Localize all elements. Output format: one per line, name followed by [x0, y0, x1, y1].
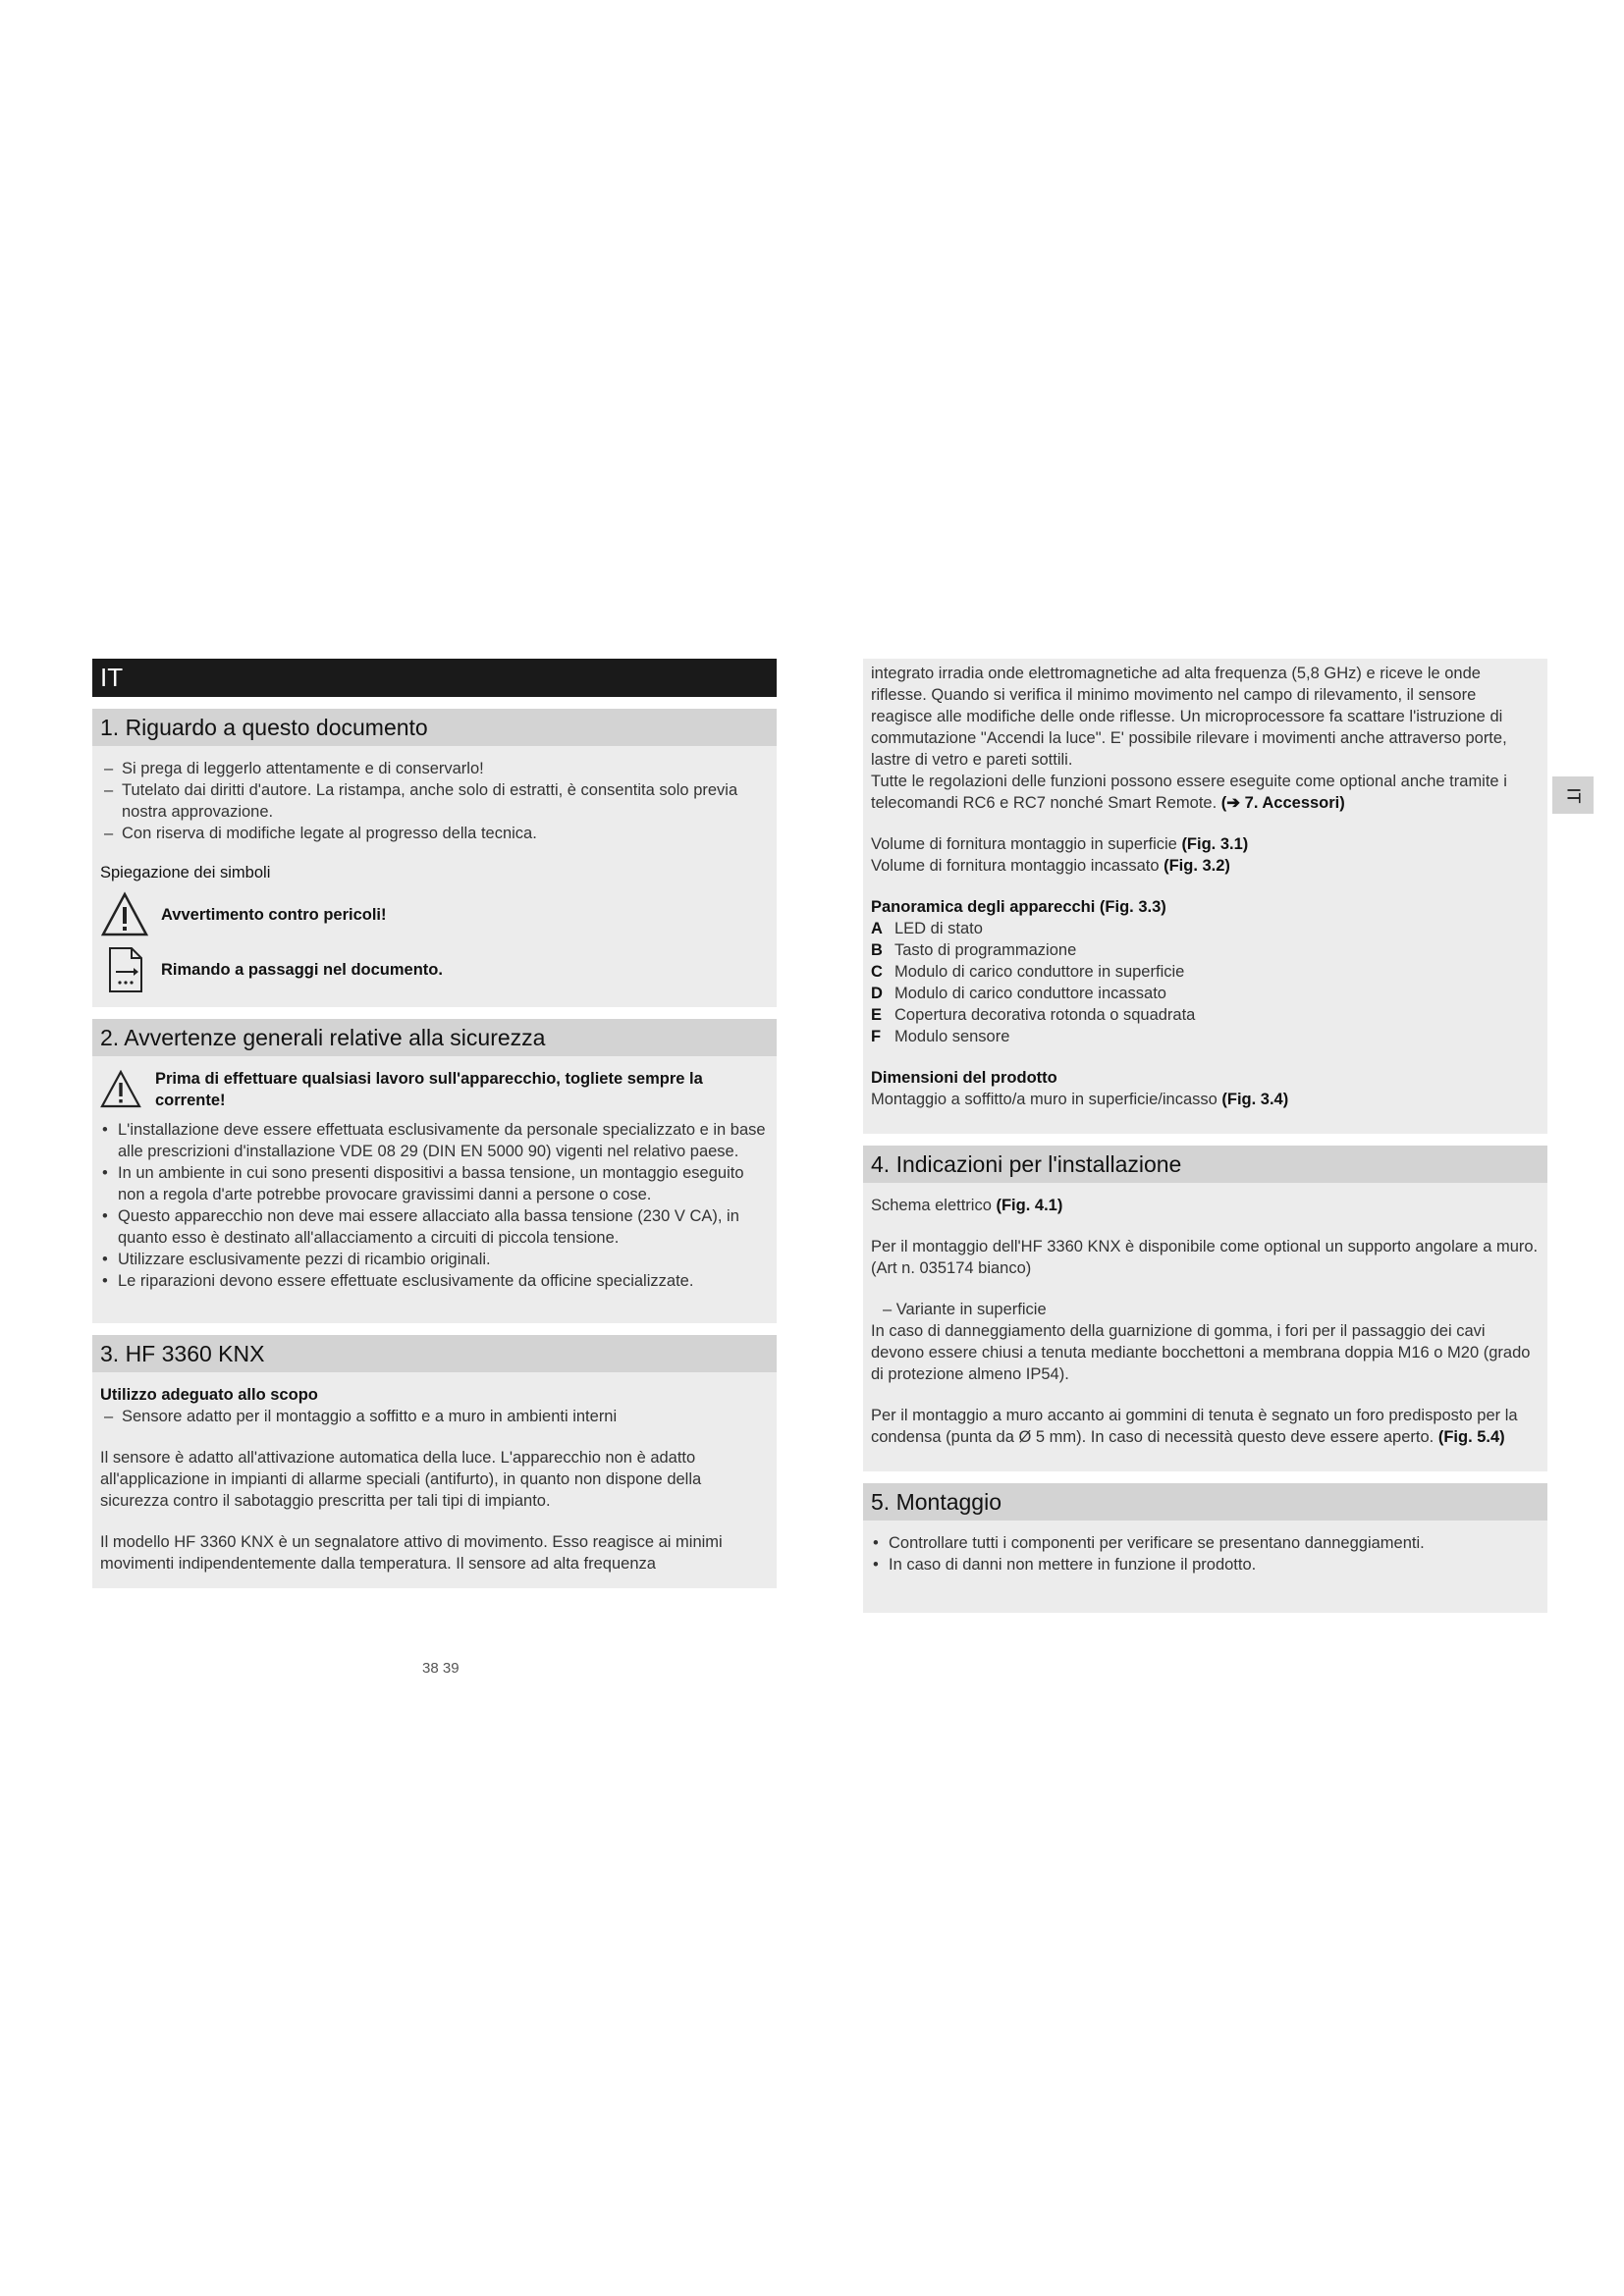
symbol-warning-text: Avvertimento contro pericoli!: [161, 906, 387, 924]
overview-key: D: [871, 985, 883, 1002]
list-item: • Controllare tutti i componenti per verificare se presentano danneggiamenti.: [871, 1532, 1540, 1554]
paragraph: Per il montaggio dell'HF 3360 KNX è disponibile come optional un supporto angolare a muro. (Art n. 035174 bianco): [871, 1238, 1539, 1277]
overview-value: LED di stato: [894, 920, 983, 937]
overview-item: [871, 983, 1540, 1004]
list-item: • Le riparazioni devono essere effettuate esclusivamente da officine specializzate.: [100, 1270, 769, 1292]
list-item: – Sensore adatto per il montaggio a soffitto e a muro in ambienti interni: [100, 1406, 769, 1427]
section-safety: [92, 1019, 777, 1323]
overview-heading: Panoramica degli apparecchi (Fig. 3.3): [871, 898, 1166, 916]
figure-reference: (Fig. 5.4): [1437, 1428, 1505, 1446]
overview-value: Copertura decorativa rotonda o squadrata: [894, 1006, 1196, 1024]
figure-reference: (Fig. 3.4): [1221, 1091, 1289, 1108]
language-bar: [92, 659, 777, 697]
symbol-reference: [100, 946, 769, 993]
overview-key: F: [871, 1028, 882, 1045]
right-column: [863, 659, 1547, 1625]
figure-reference: (Fig. 4.1): [996, 1197, 1063, 1214]
section-body: [863, 1521, 1547, 1613]
schema-text: Schema elettrico: [871, 1197, 997, 1214]
section-title: 4. Indicazioni per l'installazione: [863, 1146, 1547, 1183]
paragraph: [871, 771, 1540, 814]
overview-item: [871, 1026, 1540, 1047]
schema-line: [871, 1195, 1540, 1216]
paragraph: Il modello HF 3360 KNX è un segnalatore attivo di movimento. Esso reagisce ai minimi movimenti indipendentemente dalla temperatura. Il sensore ad alta frequenza: [100, 1533, 723, 1573]
safety-warning: [100, 1068, 769, 1111]
supply-text: Volume di fornitura montaggio incassato: [871, 857, 1164, 875]
variant-line: – Variante in superficie: [883, 1301, 1047, 1318]
document-reference-icon: [100, 946, 149, 993]
section-body: [92, 1372, 777, 1588]
overview-item: [871, 961, 1540, 983]
side-tab-label: IT: [1563, 787, 1584, 803]
supply-line: [871, 833, 1540, 855]
section-product-continued: [863, 659, 1547, 1134]
warning-triangle-icon: [100, 891, 149, 938]
list-item: – Si prega di leggerlo attentamente e di conservarlo!: [100, 758, 769, 779]
section-product: [92, 1335, 777, 1588]
paragraph: In caso di danneggiamento della guarnizione di gomma, i fori per il passaggio dei cavi devono essere chiusi a tenuta mediante bocchettoni a membrana doppia M16 o M20 (grado di protezione almeno IP54).: [871, 1322, 1531, 1383]
language-label: IT: [100, 663, 124, 692]
paragraph-text: Per il montaggio a muro accanto ai gommini di tenuta è segnato un foro predisposto per la condensa (punta da Ø 5 mm). In caso di necessità questo deve essere aperto.: [871, 1407, 1518, 1446]
symbol-reference-text: Rimando a passaggi nel documento.: [161, 961, 443, 979]
list-item: – Tutelato dai diritti d'autore. La ristampa, anche solo di estratti, è consentita solo previa nostra approvazione.: [100, 779, 769, 823]
overview-key: A: [871, 920, 883, 937]
section-body: [92, 746, 777, 1007]
overview-key: B: [871, 941, 883, 959]
dimensions-heading: Dimensioni del prodotto: [871, 1069, 1057, 1087]
dimensions-text: Montaggio a soffitto/a muro in superficie/incasso: [871, 1091, 1222, 1108]
paragraph-text: Tutte le regolazioni delle funzioni possono essere eseguite come optional anche tramite i telecomandi RC6 e RC7 nonché Smart Remote.: [871, 773, 1507, 812]
overview-value: Modulo di carico conduttore incassato: [894, 985, 1166, 1002]
symbols-heading: Spiegazione dei simboli: [100, 864, 271, 881]
section-title: 3. HF 3360 KNX: [92, 1335, 777, 1372]
section-body: [863, 1183, 1547, 1471]
section-about-document: [92, 709, 777, 1007]
overview-item: [871, 939, 1540, 961]
section-installation: [863, 1146, 1547, 1471]
figure-reference: (Fig. 3.1): [1181, 835, 1249, 853]
accessories-reference: (➔ 7. Accessori): [1220, 794, 1345, 812]
overview-item: [871, 918, 1540, 939]
list-item: • L'installazione deve essere effettuata esclusivamente da personale specializzato e in base alle prescrizioni d'installazione VDE 08 29 (DIN EN 5000 90) vigenti nel relativo paese.: [100, 1119, 769, 1162]
list-item: • In caso di danni non mettere in funzione il prodotto.: [871, 1554, 1540, 1575]
page-numbers: 38 39: [422, 1660, 460, 1677]
overview-item: [871, 1004, 1540, 1026]
paragraph: [871, 1405, 1540, 1448]
overview-value: Modulo di carico conduttore in superficie: [894, 963, 1185, 981]
list-item: • In un ambiente in cui sono presenti dispositivi a bassa tensione, un montaggio eseguito non a regola d'arte potrebbe provocare gravissimi danni a persone o cose.: [100, 1162, 769, 1205]
left-column: [92, 659, 777, 1600]
supply-text: Volume di fornitura montaggio in superficie: [871, 835, 1182, 853]
language-side-tab: [1552, 776, 1594, 814]
symbol-warning: [100, 891, 769, 938]
list-item: • Utilizzare esclusivamente pezzi di ricambio originali.: [100, 1249, 769, 1270]
overview-key: E: [871, 1006, 883, 1024]
section-title: 1. Riguardo a questo documento: [92, 709, 777, 746]
section-mounting: [863, 1483, 1547, 1613]
section-title: 2. Avvertenze generali relative alla sicurezza: [92, 1019, 777, 1056]
list-item: – Con riserva di modifiche legate al progresso della tecnica.: [100, 823, 769, 844]
overview-value: Modulo sensore: [894, 1028, 1010, 1045]
paragraph: integrato irradia onde elettromagnetiche ad alta frequenza (5,8 GHz) e riceve le onde riflesse. Quando si verifica il minimo movimento nel campo di rilevamento, il sensore reagisce alle modifiche delle onde riflesse. Un microprocessore fa scattare l'istruzione di commutazione "Accendi la luce". E' possibile rilevare i movimenti anche attraverso porte, lastre di vetro e pareti sottili.: [871, 665, 1507, 769]
section-title: 5. Montaggio: [863, 1483, 1547, 1521]
use-heading: Utilizzo adeguato allo scopo: [100, 1386, 318, 1404]
list-item: • Questo apparecchio non deve mai essere allacciato alla bassa tensione (230 V CA), in quanto esso è destinato all'allacciamento a circuiti di piccola tensione.: [100, 1205, 769, 1249]
dimensions-line: [871, 1089, 1540, 1110]
section-body: [863, 659, 1547, 1134]
warning-triangle-icon: [100, 1070, 141, 1109]
safety-warning-text: Prima di effettuare qualsiasi lavoro sull'apparecchio, togliete sempre la corrente!: [155, 1070, 703, 1109]
figure-reference: (Fig. 3.2): [1164, 857, 1230, 875]
overview-key: C: [871, 963, 883, 981]
section-body: [92, 1056, 777, 1323]
overview-value: Tasto di programmazione: [894, 941, 1077, 959]
supply-line: [871, 855, 1540, 877]
paragraph: Il sensore è adatto all'attivazione automatica della luce. L'apparecchio non è adatto all'applicazione in impianti di allarme speciali (antifurto), in quanto non dispone della sicurezza contro il sabotaggio prescritta per tali tipi di impianto.: [100, 1449, 702, 1510]
